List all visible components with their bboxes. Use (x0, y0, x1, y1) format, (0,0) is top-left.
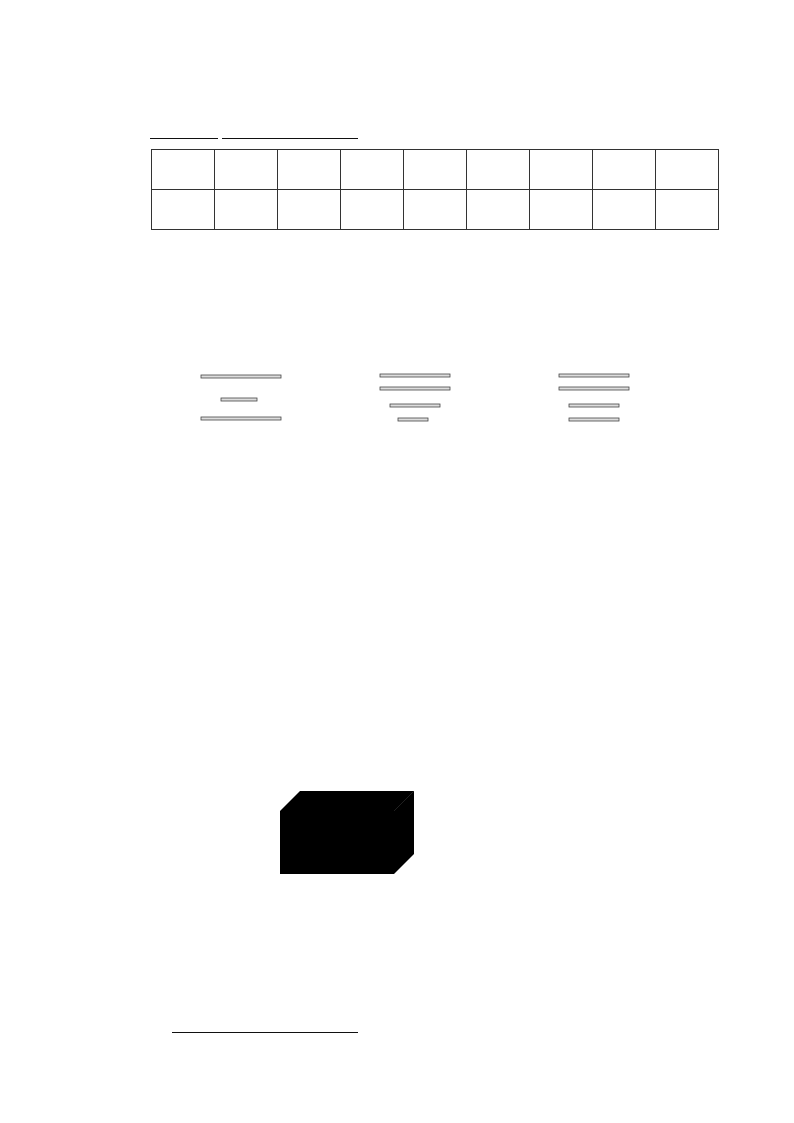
sticks-figure-c (555, 372, 635, 424)
class-blank[interactable] (222, 124, 290, 139)
score-cell[interactable] (467, 190, 530, 230)
shapes-row (168, 968, 608, 1012)
score-header-cell (656, 150, 719, 190)
score-header-cell (530, 150, 593, 190)
answer-blank[interactable] (296, 1018, 358, 1033)
square-shape (573, 978, 594, 1000)
score-header-cell (404, 150, 467, 190)
score-row-label (152, 190, 215, 230)
answer-blank[interactable] (172, 1018, 234, 1033)
score-cell[interactable] (593, 190, 656, 230)
sticks-figure-b (376, 372, 456, 424)
score-header-cell (152, 150, 215, 190)
score-cell[interactable] (215, 190, 278, 230)
question-6-text (172, 1018, 358, 1035)
score-header-cell (341, 150, 404, 190)
name-blank[interactable] (150, 124, 218, 139)
score-header-cell (215, 150, 278, 190)
sticks-figure-a (197, 372, 283, 424)
score-cell[interactable] (656, 190, 719, 230)
score-table-score-row (152, 190, 719, 230)
answer-blank[interactable] (234, 1018, 296, 1033)
score-cell[interactable] (530, 190, 593, 230)
box-figure (277, 788, 417, 878)
score-header-cell (278, 150, 341, 190)
score-cell[interactable] (278, 190, 341, 230)
score-cell[interactable] (341, 190, 404, 230)
student-info-line (150, 124, 358, 141)
score-table-header-row (152, 150, 719, 190)
right-triangle-shape (413, 972, 463, 1009)
parallelogram-shape (172, 978, 224, 1003)
exam-blank[interactable] (290, 124, 358, 139)
triangle-shape (256, 976, 286, 1005)
score-header-cell (593, 150, 656, 190)
pineapple-grid (186, 660, 688, 784)
circle-shape (502, 975, 532, 1005)
score-cell[interactable] (404, 190, 467, 230)
score-table (151, 149, 719, 230)
score-header-cell (467, 150, 530, 190)
rectangle-shape (323, 980, 365, 1004)
